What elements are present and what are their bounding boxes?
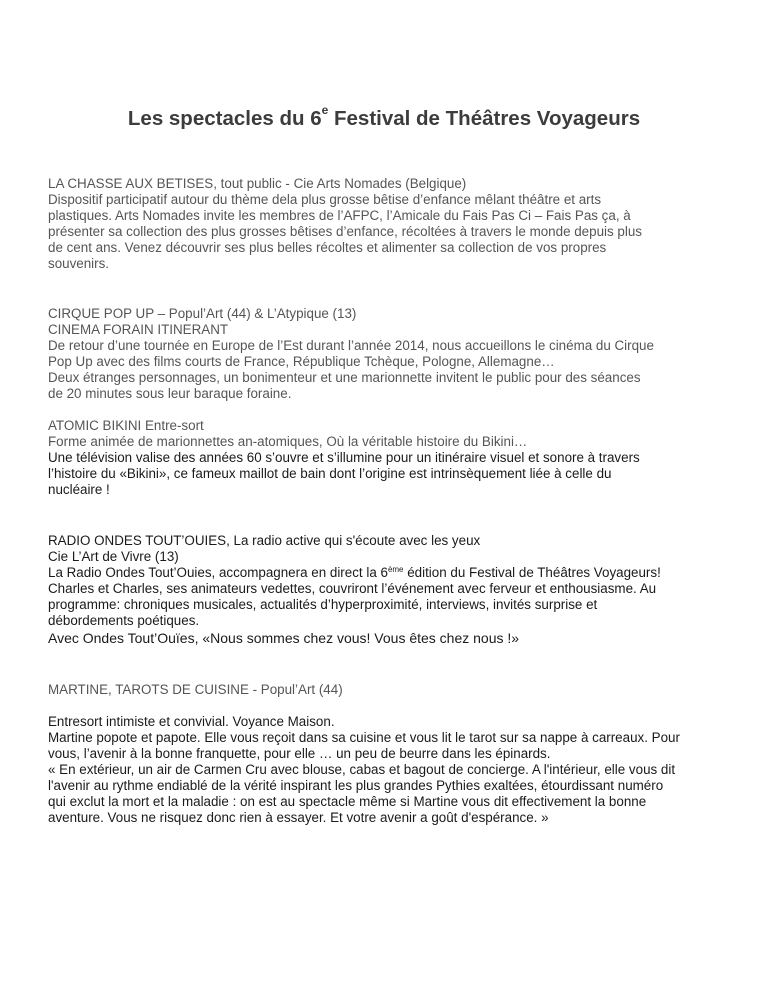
- paragraph-line: [48, 565, 738, 581]
- section-martine-body: [48, 714, 738, 826]
- title-superscript: e: [321, 103, 329, 118]
- title-prefix: Les spectacles du 6: [127, 107, 322, 130]
- paragraph-line: vous, l’avenir à la bonne franquette, pour elle … un peu de beurre dans les épinards.: [48, 746, 551, 761]
- section-martine: [48, 682, 738, 698]
- paragraph-line: Charles et Charles, ses animateurs vedettes, couvriront l’événement avec ferveur et enthousiasme. Au: [48, 581, 657, 596]
- section-chasse: [48, 176, 738, 272]
- section-heading: RADIO ONDES TOUT’OUIES, La radio active qui s'écoute avec les yeux: [48, 533, 481, 548]
- paragraph-line: de 20 minutes sous leur baraque foraine.: [48, 386, 292, 401]
- paragraph-line: Dispositif participatif autour du thème dela plus grosse bêtise d’enfance mêlant théâtre et arts: [48, 192, 602, 207]
- title-suffix: Festival de Théâtres Voyageurs: [328, 107, 641, 130]
- company-line: Cie L’Art de Vivre (13): [48, 549, 179, 564]
- paragraph-line: de cent ans. Venez découvrir ses plus belles récoltes et alimenter sa collection de vos propres: [48, 240, 607, 255]
- paragraph-line: Deux étranges personnages, un bonimenteur et une marionnette invitent le public pour des séances: [48, 370, 641, 385]
- line-superscript: ème: [387, 565, 404, 574]
- slogan-line: Avec Ondes Tout’Ouïes, «Nous sommes chez vous! Vous êtes chez nous !»: [48, 630, 520, 646]
- line-prefix: La Radio Ondes Tout’Ouies, accompagnera en direct la 6: [48, 565, 388, 580]
- paragraph-line: programme: chroniques musicales, actualités d’hyperproximité, interviews, invités surprise et: [48, 597, 598, 612]
- paragraph-line: Martine popote et papote. Elle vous reçoit dans sa cuisine et vous lit le tarot sur sa nappe à carreaux. Pour: [48, 730, 680, 745]
- paragraph-line: débordements poétiques.: [48, 613, 200, 628]
- section-atomic: [48, 418, 738, 498]
- section-heading: ATOMIC BIKINI Entre-sort: [48, 418, 204, 433]
- paragraph-line: l'avenir au rythme endiablé de la vérité inspirant les plus grandes Pythies exaltées, étourdissant numéro: [48, 778, 664, 793]
- paragraph-line: l’histoire du «Bikini», ce fameux maillot de bain dont l’origine est intrinsèquement liée à celle du: [48, 466, 612, 481]
- section-radio: [48, 533, 738, 647]
- paragraph-line: « En extérieur, un air de Carmen Cru avec blouse, cabas et bagout de concierge. A l'intérieur, elle vous dit: [48, 762, 676, 777]
- paragraph-line: nucléaire !: [48, 482, 110, 497]
- section-heading: LA CHASSE AUX BETISES, tout public - Cie Arts Nomades (Belgique): [48, 176, 467, 191]
- section-heading: MARTINE, TAROTS DE CUISINE - Popul’Art (44): [48, 682, 343, 697]
- paragraph-line: Une télévision valise des années 60 s’ouvre et s’illumine pour un itinéraire visuel et sonore à travers: [48, 450, 640, 465]
- paragraph-line: présenter sa collection des plus grosses bêtises d’enfance, récoltées à travers le monde depuis plus: [48, 224, 642, 239]
- paragraph-line: souvenirs.: [48, 256, 110, 271]
- paragraph-line: aventure. Vous ne risquez donc rien à essayer. Et votre avenir a goût d'espérance. »: [48, 810, 549, 825]
- paragraph-line: plastiques. Arts Nomades invite les membres de l’AFPC, l’Amicale du Fais Pas Ci – Fais Pas ça, à: [48, 208, 631, 223]
- page-title: [0, 105, 768, 133]
- section-cirque: [48, 306, 738, 402]
- section-heading: CIRQUE POP UP – Popul’Art (44) & L’Atypique (13): [48, 306, 357, 321]
- paragraph-line: Entresort intimiste et convivial. Voyance Maison.: [48, 714, 335, 729]
- section-subheading: Forme animée de marionnettes an-atomiques, Où la véritable histoire du Bikini…: [48, 434, 528, 449]
- line-suffix: édition du Festival de Théâtres Voyageurs!: [403, 565, 661, 580]
- section-subheading: CINEMA FORAIN ITINERANT: [48, 322, 229, 337]
- paragraph-line: Pop Up avec des films courts de France, République Tchèque, Pologne, Allemagne…: [48, 354, 555, 369]
- paragraph-line: qui exclut la mort et la maladie : on est au spectacle même si Martine vous dit effectivement la bonne: [48, 794, 647, 809]
- paragraph-line: De retour d’une tournée en Europe de l’Est durant l’année 2014, nous accueillons le cinéma du Cirque: [48, 338, 654, 353]
